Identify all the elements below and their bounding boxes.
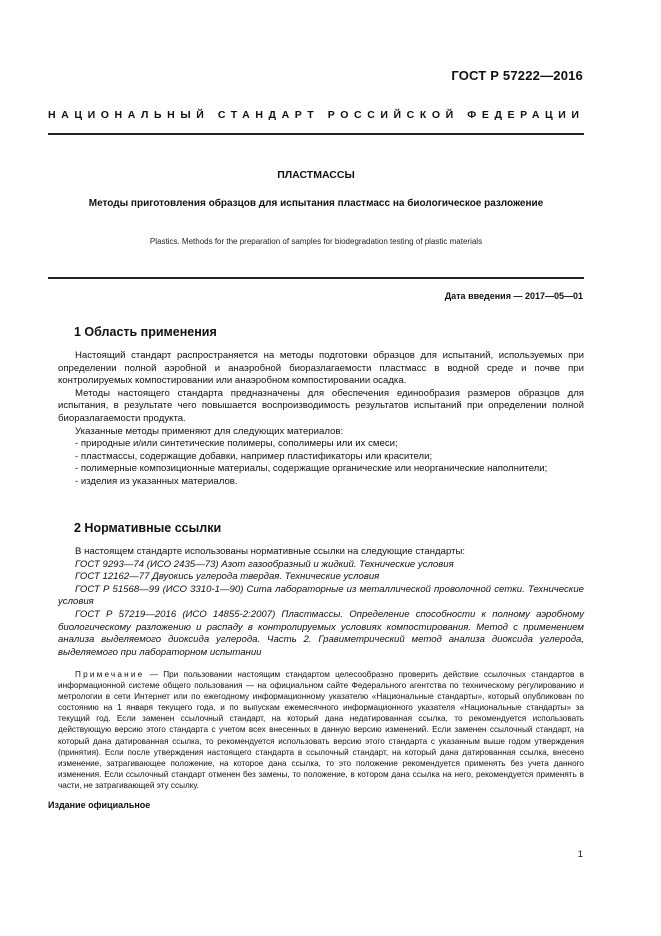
note-paragraph bbox=[58, 669, 584, 791]
paragraph: Методы настоящего стандарта предназначены для обеспечения единообразия размеров образцов для испытания, в результате чего повышается воспроизводимость результатов испытаний при определении полной биоразлагаемости продукта. bbox=[58, 387, 584, 424]
top-rule bbox=[48, 133, 584, 135]
document-subtitle: Методы приготовления образцов для испытания пластмасс на биологическое разложение bbox=[88, 198, 544, 209]
paragraph: Настоящий стандарт распространяется на методы подготовки образцов для испытаний, используемых при определении полной аэробной и анаэробной биоразлагаемости пластмасс в водной среде и почве при контролируемых компостировании или анаэробном компостировании осадка. bbox=[58, 350, 584, 387]
national-standard-banner: НАЦИОНАЛЬНЫЙ СТАНДАРТ РОССИЙСКОЙ ФЕДЕРАЦИИ bbox=[48, 109, 585, 121]
paragraph: В настоящем стандарте использованы нормативные ссылки на следующие стандарты: bbox=[75, 546, 466, 557]
reference-item: ГОСТ 12162—77 Двуокись углерода твердая. Технические условия bbox=[75, 571, 380, 583]
english-title: Plastics. Methods for the preparation of samples for biodegradation testing of plastic materials bbox=[149, 237, 483, 246]
list-item: - полимерные композиционные материалы, содержащие органические или неорганические наполнители; bbox=[75, 463, 548, 475]
section-2-body bbox=[58, 546, 584, 659]
edition-label: Издание официальное bbox=[48, 800, 151, 810]
title-rule bbox=[48, 277, 584, 279]
paragraph: Указанные методы применяют для следующих материалов: bbox=[75, 425, 344, 437]
section-1-body bbox=[58, 350, 584, 489]
section-1-heading: 1 Область применения bbox=[74, 325, 217, 339]
section-2-heading: 2 Нормативные ссылки bbox=[74, 521, 222, 535]
list-item: - природные и/или синтетические полимеры, сополимеры или их смеси; bbox=[75, 438, 398, 450]
note-label: Примечание bbox=[75, 670, 145, 679]
introduction-date: Дата введения — 2017—05—01 bbox=[444, 291, 583, 301]
list-item: - пластмассы, содержащие добавки, например пластификаторы или красители; bbox=[75, 450, 433, 462]
page-number: 1 bbox=[577, 849, 583, 860]
reference-item: ГОСТ Р 57219—2016 (ИСО 14855-2:2007) Пластмассы. Определение способности к полному аэробному биологическому разложению и распаду в контролируемых условиях компостирования. Метод с применением анализа выделяемого диоксида углерода. Часть 2. Гравиметрический метод анализа диоксида углерода, выделяемого при лабораторном испытании bbox=[58, 608, 584, 658]
reference-item: ГОСТ Р 51568—99 (ИСО 3310-1—90) Сита лабораторные из металлической проволочной сетки. Технические условия bbox=[58, 583, 584, 608]
note bbox=[58, 669, 584, 791]
note-text: — При пользовании настоящим стандартом целесообразно проверить действие ссылочных стандартов в информационной системе общего пользования — на официальном сайте Федерального агентства по техническому регулированию и метрологии в сети Интернет или по ежегодному информационному указателю «Национальные стандарты», который опубликован по состоянию на 1 января текущего года, и по выпускам ежемесячного информационного указателя «Национальные стандарты» за текущий год. Если заменен ссылочный стандарт, на который дана недатированная ссылка, то рекомендуется использовать действующую версию этого стандарта с учетом всех внесенных в данную версию изменений. Если заменен ссылочный стандарт, на который дана датированная ссылка, то рекомендуется использовать версию этого стандарта с указанным выше годом утверждения (принятия). Если после утверждения настоящего стандарта в ссылочный стандарт, на который дана датированная ссылка, внесено изменение, затрагивающее положение, на которое дана ссылка, то это положение рекомендуется применять без учета данного изменения. Если ссылочный стандарт отменен без замены, то положение, в котором дана ссылка на него, рекомендуется применять в части, не затрагивающей эту ссылку. bbox=[58, 670, 584, 790]
document-title: ПЛАСТМАССЫ bbox=[277, 169, 355, 181]
reference-item: ГОСТ 9293—74 (ИСО 2435—73) Азот газообразный и жидкий. Технические условия bbox=[75, 558, 454, 570]
gost-number: ГОСТ Р 57222—2016 bbox=[451, 68, 583, 83]
list-item: - изделия из указанных материалов. bbox=[75, 475, 238, 487]
